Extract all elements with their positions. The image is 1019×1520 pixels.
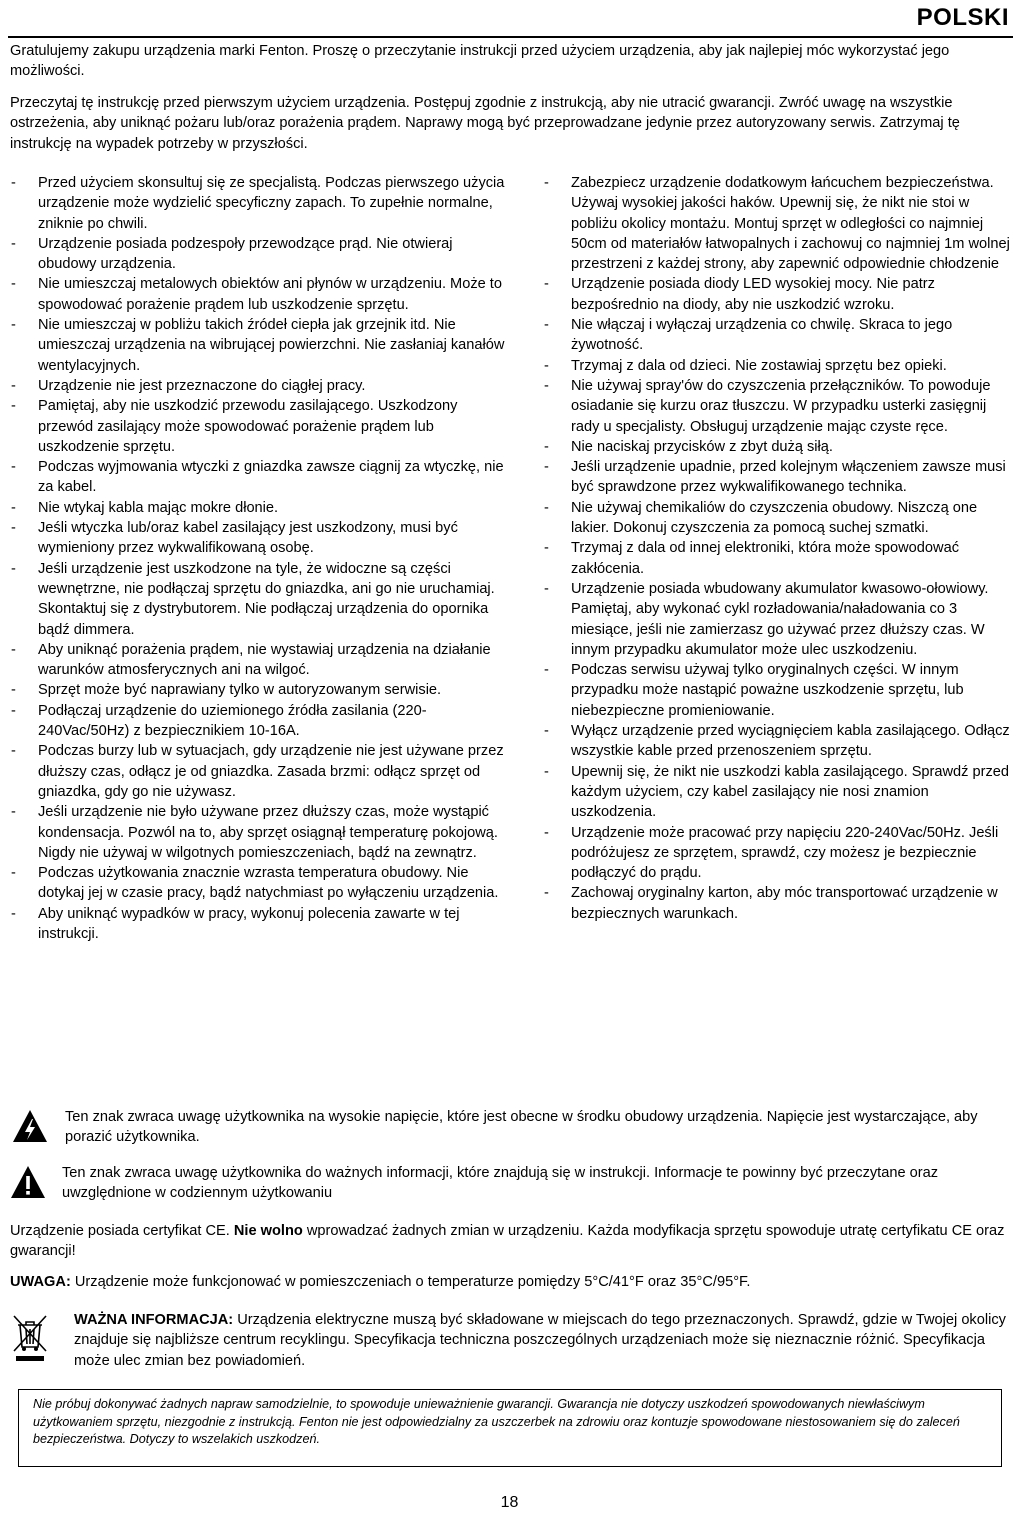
safety-item-left-15: - Jeśli urządzenie nie było używane przez dłuższy czas, może wystąpić kondensacja. Pozwól na to, aby sprzęt osiągnął temperaturę pokojową. Nigdy nie używaj w wilgotnych pomieszczeniach, bądź na zewnątrz. — [10, 802, 510, 863]
exclamation-warning-icon — [10, 1165, 46, 1204]
heading-rule — [8, 36, 1013, 38]
safety-item-right-1: - Zabezpiecz urządzenie dodatkowym łańcuchem bezpieczeństwa. Używaj wysokiej jakości haków. Upewnij się, że nikt nie stoi w pobliżu okolicy montażu. Montuj sprzęt w odległości co najmniej 50cm od materiałów łatwopalnych i zachowuj co najmniej 1m wolnej przestrzeni z każdej strony, aby zapewnić odpowiednie chłodzenie — [543, 173, 1013, 274]
info-warning — [10, 1162, 1010, 1206]
safety-item-left-9: - Jeśli wtyczka lub/oraz kabel zasilający jest uszkodzony, musi być wymieniony przez wykwalifikowaną osobę. — [10, 518, 510, 559]
safety-item-right-10: - Urządzenie posiada wbudowany akumulator kwasowo-ołowiowy. Pamiętaj, aby wykonać cykl rozładowania/naładowania co 3 miesiące, jeśli nie zamierzasz go używać przez dłuższy czas. W innym przypadku akumulator może ulec uszkodzeniu. — [543, 579, 1013, 660]
safety-item-left-7: - Podczas wyjmowania wtyczki z gniazdka zawsze ciągnij za wtyczkę, nie za kabel. — [10, 457, 510, 498]
safety-list-left — [10, 173, 510, 944]
weee-label: WAŻNA INFORMACJA: — [74, 1312, 234, 1328]
info-warning-text: Ten znak zwraca uwagę użytkownika do ważnych informacji, które znajdują się w instrukcji. Informacje te powinny być przeczytane oraz uwzględnione w codziennym użytkowaniu — [62, 1165, 939, 1202]
voltage-warning — [10, 1108, 1010, 1152]
ce-paragraph — [10, 1221, 1010, 1262]
safety-item-left-4: - Nie umieszczaj w pobliżu takich źródeł ciepła jak grzejnik itd. Nie umieszczaj urządzenia na wibrującej powierzchni. Nie zasłaniaj kanałów wentylacyjnych. — [10, 315, 510, 376]
safety-item-right-14: - Urządzenie może pracować przy napięciu 220-240Vac/50Hz. Jeśli podróżujesz ze sprzętem, sprawdź, czy możesz je bezpiecznie podłączyć do prądu. — [543, 823, 1013, 884]
safety-item-left-3: - Nie umieszczaj metalowych obiektów ani płynów w urządzeniu. Może to spowodować porażenie prądem lub uszkodzenie sprzętu. — [10, 274, 510, 315]
safety-item-left-10: - Jeśli urządzenie jest uszkodzone na tyle, że widoczne są części wewnętrzne, nie podłączaj sprzętu do gniazdka, ani go nie uruchamiaj. Skontaktuj się z dystrybutorem. Nie podłączaj urządzenia do opornika bądź dimmera. — [10, 559, 510, 640]
safety-item-left-14: - Podczas burzy lub w sytuacjach, gdy urządzenie nie jest używane przez dłuższy czas, odłącz je od gniazdka. Zasada brzmi: odłącz sprzęt od gniazdka, gdy go nie używasz. — [10, 741, 510, 802]
safety-list-right — [543, 173, 1013, 924]
ce-text-start: Urządzenie posiada certyfikat CE. — [10, 1223, 234, 1239]
safety-item-right-15: - Zachowaj oryginalny karton, aby móc transportować urządzenie w bezpiecznych warunkach. — [543, 883, 1013, 924]
voltage-warning-text: Ten znak zwraca uwagę użytkownika na wysokie napięcie, które jest obecne w środku obudowy urządzenia. Napięcie jest wystarczające, aby porazić użytkownika. — [65, 1109, 978, 1146]
weee-body: Urządzenia elektryczne muszą być składowane w miejscach do tego przeznaczonych. Sprawdź, gdzie w Twojej okolicy znajduje się najbliższe centrum recyklingu. Specyfikacja techniczna poszczególnych urządzeniach może się nieznacznie różnić. Specyfikacja może ulec zmian bez powiadomień. — [74, 1312, 1006, 1369]
safety-item-left-16: - Podczas użytkowania znacznie wzrasta temperatura obudowy. Nie dotykaj jej w czasie pracy, bądź natychmiast po wyłączeniu urządzenia. — [10, 863, 510, 904]
weee-notice — [10, 1309, 1010, 1373]
safety-item-left-8: - Nie wtykaj kabla mając mokre dłonie. — [10, 498, 510, 518]
safety-item-left-2: - Urządzenie posiada podzespoły przewodzące prąd. Nie otwieraj obudowy urządzenia. — [10, 234, 510, 275]
safety-item-left-6: - Pamiętaj, aby nie uszkodzić przewodu zasilającego. Uszkodzony przewód zasilający może spowodować porażenie prądem lub uszkodzenie sprzętu. — [10, 396, 510, 457]
temperature-note — [10, 1272, 1010, 1292]
safety-item-right-4: - Trzymaj z dala od dzieci. Nie zostawiaj sprzętu bez opieki. — [543, 356, 1013, 376]
safety-item-right-6: - Nie naciskaj przycisków z zbyt dużą siłą. — [543, 437, 1013, 457]
lightning-warning-icon — [12, 1109, 48, 1148]
safety-item-right-13: - Upewnij się, że nikt nie uszkodzi kabla zasilającego. Sprawdź przed każdym użyciem, czy kabel zasilający nie nosi znamion uszkodzenia. — [543, 762, 1013, 823]
warranty-disclaimer: Nie próbuj dokonywać żadnych napraw samodzielnie, to spowoduje unieważnienie gwarancji. Gwarancja nie dotyczy uszkodzeń spowodowanych niewłaściwym użytkowaniem sprzętu, niezgodnie z instrukcją. Fenton nie jest odpowiedzialny za uszczerbek na zdrowiu oraz kontuzje spowodowane niestosowaniem się do zaleceń bezpieczeństwa. Dotyczy to wszelakich uszkodzeń. — [18, 1389, 1002, 1467]
safety-item-left-13: - Podłączaj urządzenie do uziemionego źródła zasilania (220-240Vac/50Hz) z bezpiecznikiem 10-16A. — [10, 701, 510, 742]
page-number: 18 — [500, 1494, 519, 1511]
ce-text-bold: Nie wolno — [233, 1223, 303, 1239]
safety-item-left-12: - Sprzęt może być naprawiany tylko w autoryzowanym serwisie. — [10, 680, 510, 700]
safety-item-right-9: - Trzymaj z dala od innej elektroniki, która może spowodować zakłócenia. — [543, 538, 1013, 579]
safety-item-right-3: - Nie włączaj i wyłączaj urządzenia co chwilę. Skraca to jego żywotność. — [543, 315, 1013, 356]
safety-item-left-5: - Urządzenie nie jest przeznaczone do ciągłej pracy. — [10, 376, 510, 396]
safety-item-right-11: - Podczas serwisu używaj tylko oryginalnych części. W innym przypadku może nastąpić poważne uszkodzenie sprzętu, lub niebezpieczne promieniowanie. — [543, 660, 1013, 721]
uwaga-label: UWAGA: — [10, 1274, 71, 1290]
safety-item-right-12: - Wyłącz urządzenie przed wyciągnięciem kabla zasilającego. Odłącz wszystkie kable przed przenoszeniem sprzętu. — [543, 721, 1013, 762]
safety-item-left-11: - Aby uniknąć porażenia prądem, nie wystawiaj urządzenia na działanie warunków atmosferycznych ani na wilgoć. — [10, 640, 510, 681]
crossed-bin-icon — [12, 1313, 48, 1368]
safety-item-right-5: - Nie używaj spray'ów do czyszczenia przełączników. To powoduje osiadanie się kurzu oraz tłuszczu. W przypadku usterki zasięgnij rady u specjalisty. Obsługuj urządzenie mając czyste ręce. — [543, 376, 1013, 437]
uwaga-text: Urządzenie może funkcjonować w pomieszczeniach o temperaturze pomiędzy 5°C/41°F oraz 35°C/95°F. — [70, 1274, 751, 1290]
safety-item-right-8: - Nie używaj chemikaliów do czyszczenia obudowy. Niszczą one lakier. Dokonuj czyszczenia za pomocą suchej szmatki. — [543, 498, 1013, 539]
safety-item-right-7: - Jeśli urządzenie upadnie, przed kolejnym włączeniem zawsze musi być sprawdzone przez wykwalifikowanego technika. — [543, 457, 1013, 498]
safety-item-left-1: - Przed użyciem skonsultuj się ze specjalistą. Podczas pierwszego użycia urządzenie może wydzielić specyficzny zapach. To zupełnie normalne, zniknie po chwili. — [10, 173, 510, 234]
safety-item-right-2: - Urządzenie posiada diody LED wysokiej mocy. Nie patrz bezpośrednio na diody, aby nie uszkodzić wzroku. — [543, 274, 1013, 315]
language-heading: POLSKI — [916, 4, 1009, 31]
intro-paragraph: Gratulujemy zakupu urządzenia marki Fenton. Proszę o przeczytanie instrukcji przed użyciem urządzenia, aby jak najlepiej móc wykorzystać jego możliwości. — [10, 43, 950, 80]
instructions-paragraph: Przeczytaj tę instrukcję przed pierwszym użyciem urządzenia. Postępuj zgodnie z instrukcją, aby nie utracić gwarancji. Zwróć uwagę na wszystkie ostrzeżenia, aby uniknąć pożaru lub/oraz porażenia prądem. Naprawy mogą być przeprowadzane jedynie przez autoryzowany serwis. Zatrzymaj tę instrukcję na wypadek potrzeby w przyszłości. — [10, 95, 960, 152]
ce-text-end: wprowadzać żadnych zmian w urządzeniu. Każda modyfikacja sprzętu spowoduje utratę certyfikatu CE oraz gwarancji! — [10, 1223, 1005, 1260]
weee-text — [74, 1310, 1009, 1371]
safety-item-left-17: - Aby uniknąć wypadków w pracy, wykonuj polecenia zawarte w tej instrukcji. — [10, 904, 510, 945]
